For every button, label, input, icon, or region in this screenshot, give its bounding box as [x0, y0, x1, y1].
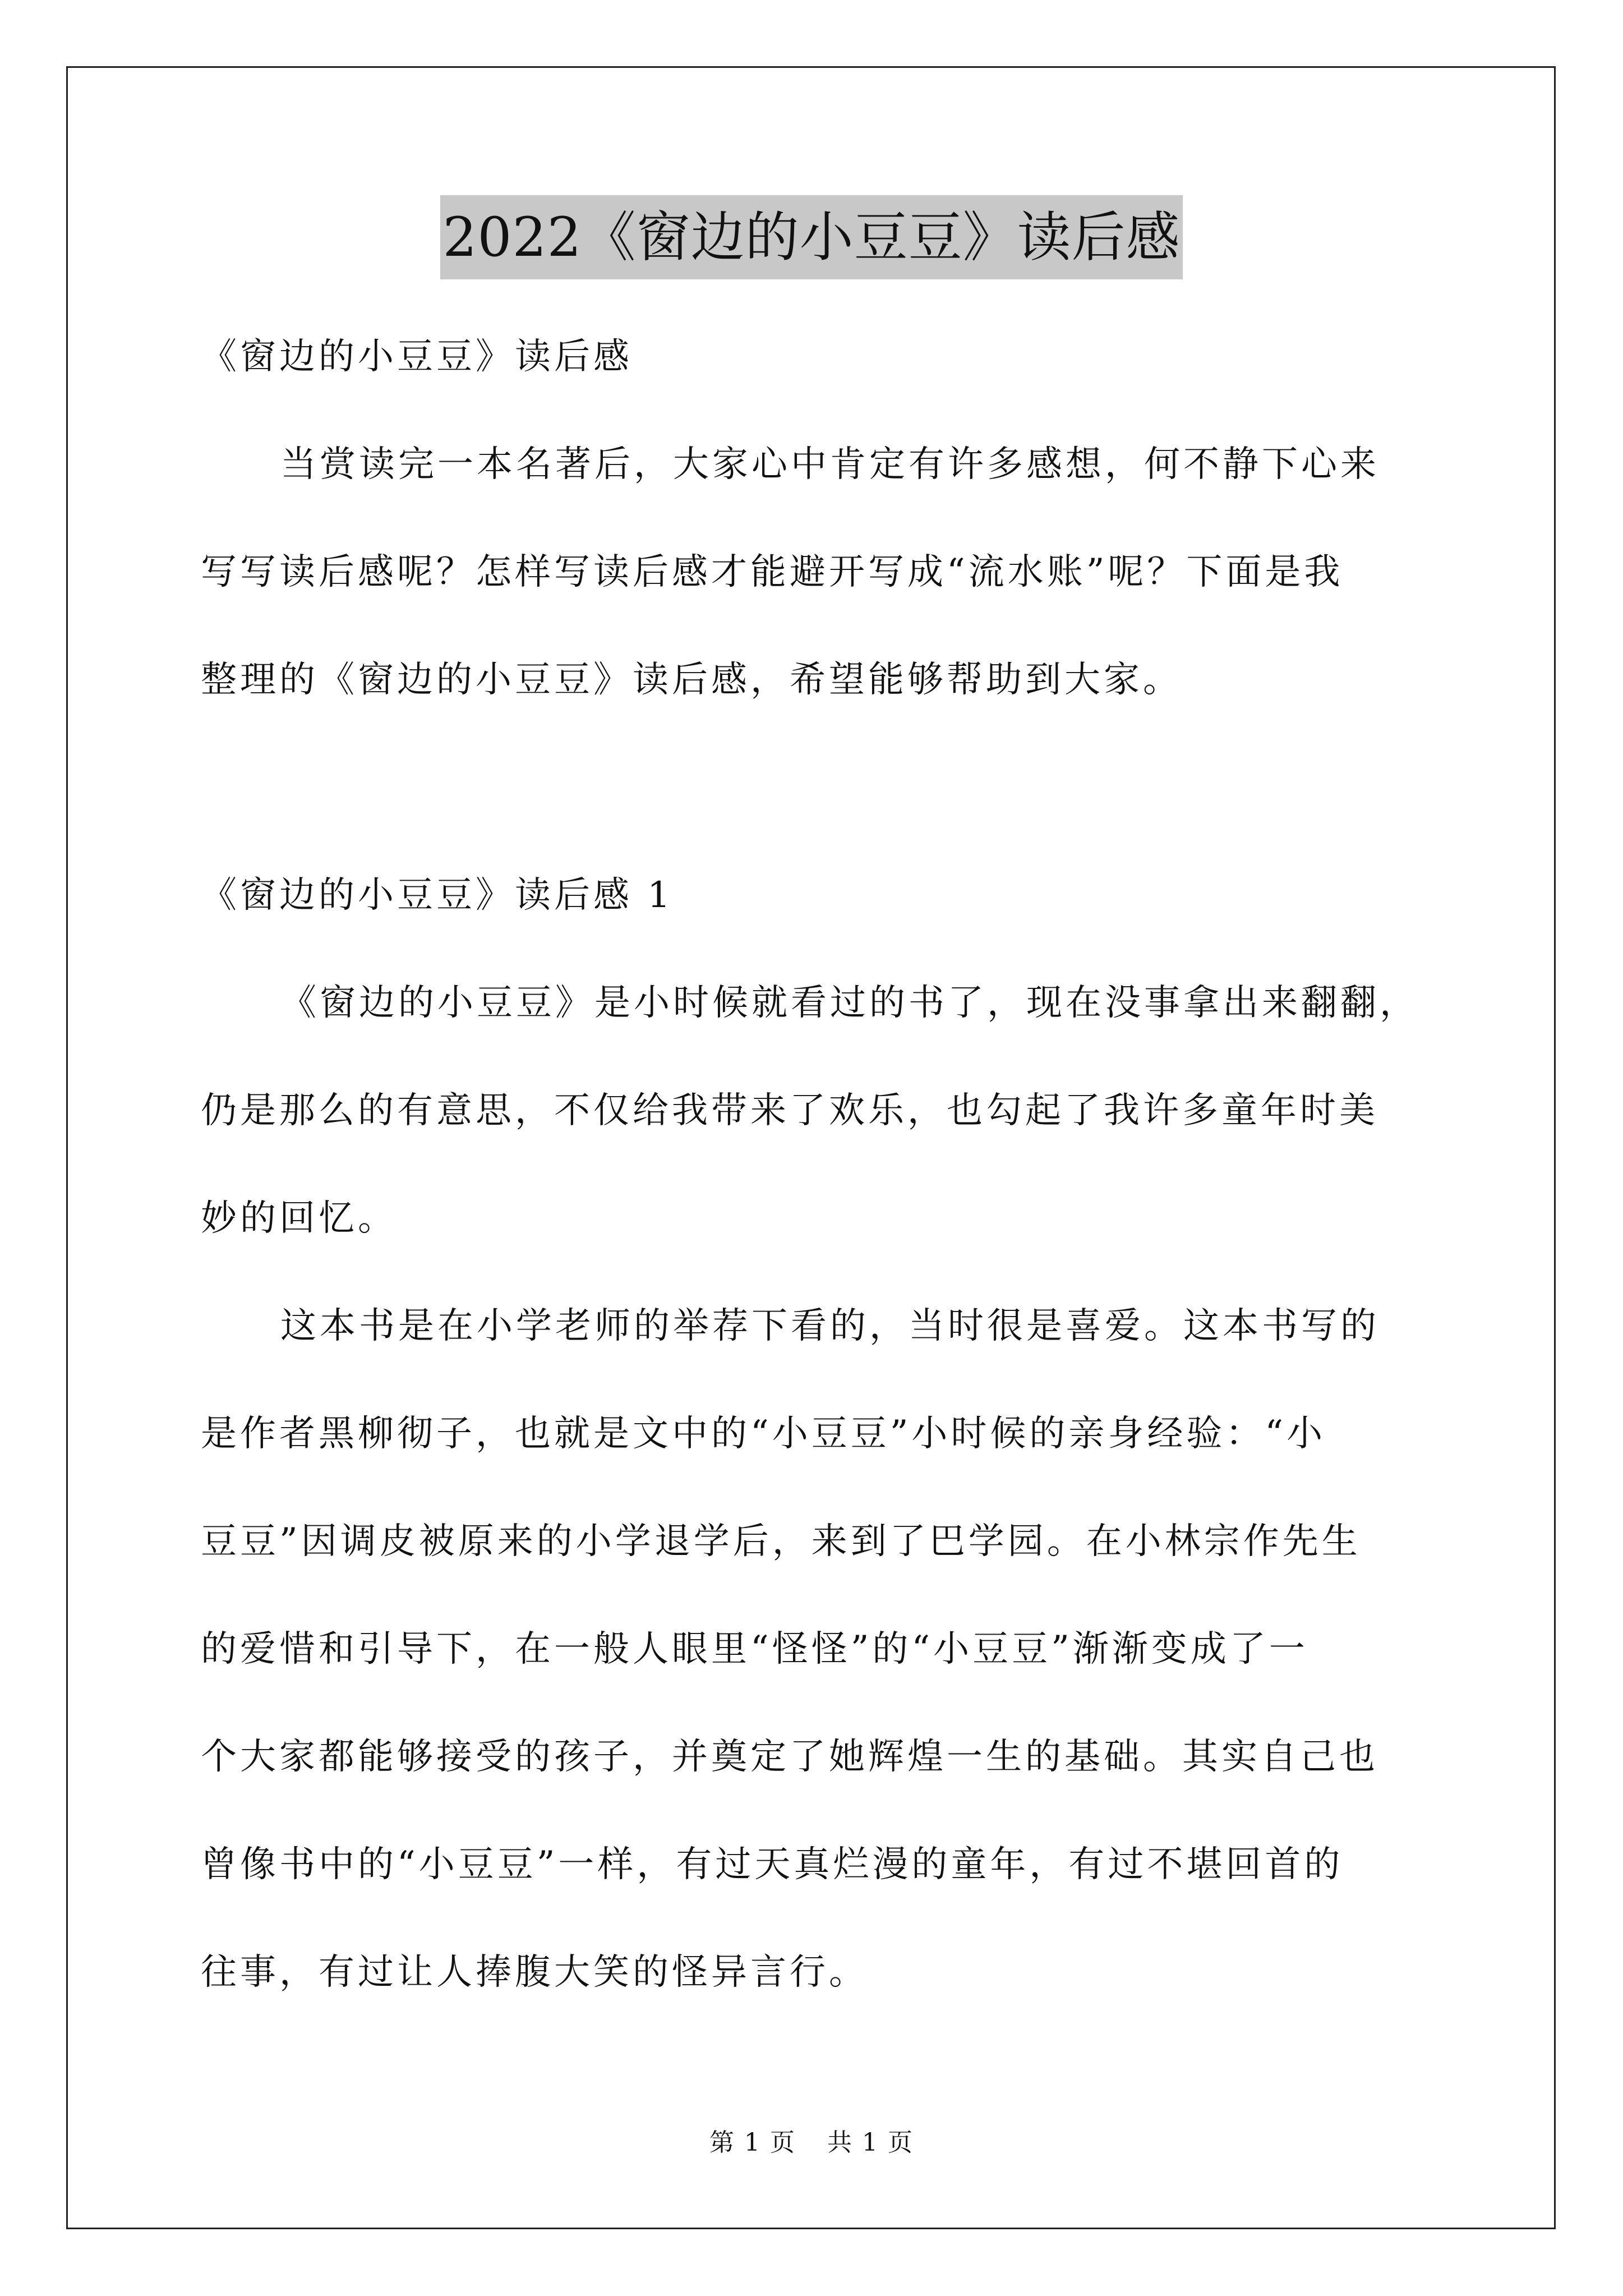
document-body [201, 303, 1435, 2026]
title-container [0, 195, 1623, 279]
body-paragraph-line: 个大家都能够接受的孩子，并奠定了她辉煌一生的基础。其实自己也 [201, 1736, 1378, 1778]
body-paragraph-line: 妙的回忆。 [201, 1198, 397, 1239]
body-paragraph-line: 仍是那么的有意思，不仅给我带来了欢乐，也勾起了我许多童年时美 [201, 1090, 1378, 1131]
document-title: 2022《窗边的小豆豆》读后感 [440, 195, 1182, 279]
page-footer [0, 2126, 1623, 2160]
section-heading: 《窗边的小豆豆》读后感 1 [201, 875, 674, 916]
body-paragraph-line: 是作者黑柳彻子，也就是文中的“小豆豆”小时候的亲身经验：“小 [201, 1413, 1326, 1455]
intro-paragraph-line: 整理的《窗边的小豆豆》读后感，希望能够帮助到大家。 [201, 659, 1182, 701]
page-number: 第 1 页 [709, 2128, 796, 2157]
body-paragraph-line: 豆豆”因调皮被原来的小学退学后，来到了巴学园。在小林宗作先生 [201, 1521, 1361, 1562]
intro-paragraph-line: 当赏读完一本名著后，大家心中肯定有许多感想，何不静下心来 [280, 444, 1380, 485]
intro-heading: 《窗边的小豆豆》读后感 [201, 336, 633, 378]
paragraph-gap [201, 734, 1435, 841]
body-paragraph-line: 往事，有过让人捧腹大笑的怪异言行。 [201, 1952, 868, 1993]
page-total: 共 1 页 [827, 2128, 914, 2157]
body-paragraph-line: 曾像书中的“小豆豆”一样，有过天真烂漫的童年，有过不堪回首的 [201, 1844, 1344, 1885]
body-paragraph-line: 的爱惜和引导下，在一般人眼里“怪怪”的“小豆豆”渐渐变成了一 [201, 1628, 1308, 1670]
intro-paragraph-line: 写写读后感呢？怎样写读后感才能避开写成“流水账”呢？下面是我 [201, 551, 1344, 593]
body-paragraph-line: 《窗边的小豆豆》是小时候就看过的书了，现在没事拿出来翻翻， [280, 982, 1419, 1024]
body-paragraph-line: 这本书是在小学老师的举荐下看的，当时很是喜爱。这本书写的 [280, 1305, 1380, 1347]
